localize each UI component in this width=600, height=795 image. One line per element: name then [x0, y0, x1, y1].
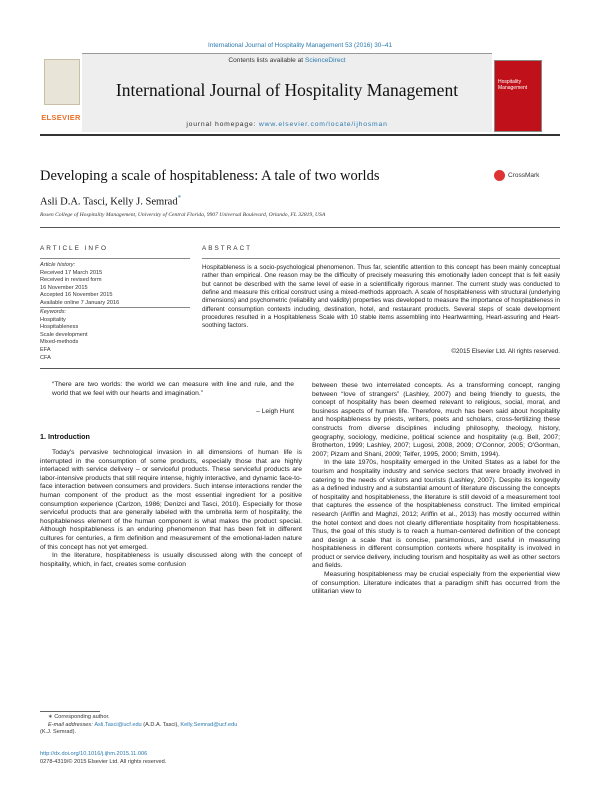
elsevier-logo	[40, 53, 82, 133]
affiliation: Rosen College of Hospitality Management, University of Central Florida, 9907 Universal Boulevard, Orlando, FL 32819, USA	[40, 212, 326, 218]
doi-link[interactable]: http://dx.doi.org/10.1016/j.ijhm.2015.11.006	[40, 751, 148, 757]
contents-line	[82, 57, 492, 64]
emails-label: E-mail addresses:	[48, 721, 95, 728]
epigraph-author: – Leigh Hunt	[256, 408, 294, 415]
email-name-tasci: (A.D.A. Tasci),	[141, 721, 181, 728]
corresponding-author-mark[interactable]: *	[177, 194, 182, 202]
abstract-rule	[202, 258, 560, 259]
journal-homepage	[82, 121, 492, 128]
keyword-item: CFA	[40, 354, 51, 361]
abstract-copyright: ©2015 Elsevier Ltd. All rights reserved.	[451, 348, 560, 355]
crossmark-icon	[494, 170, 505, 181]
column-1-text	[40, 449, 302, 569]
history-item: 16 November 2015	[40, 284, 88, 291]
paragraph: In the late 1970s, hospitality emerged in the United States as a label for the tourism and hospitality industry and service sectors that were broadly involved in catering to the needs of visitors and tourists (Lashley, 2007). Despite its longevity as a defined industry and a substantial amount of literature discussing the concepts of hospitality and hospitableness, the literature is still devoid of a measurement tool that captures the essence of the hospitableness construct. The limited empirical research (Ariffin and Maghzi, 2012; Ariffin et al., 2013) has mostly occurred within the hotel context and does not clearly differentiate hospitality from hospitableness. Thus, the goal of this study is to reach a human-centered definition of the concept and design a scale that is concise, parsimonious, and useful in measuring hospitableness in different consumption contexts where hospitality is involved in product or service delivery, including tourism and hospitality as well as other sectors and fields.	[312, 459, 560, 570]
paragraph: Measuring hospitableness may be crucial especially from the experiential view of consumption. Literature indicates that a paradigm shift has occurred from the utilitarian view to	[312, 571, 560, 596]
history-item: Received 17 March 2015	[40, 269, 103, 276]
article-title: Developing a scale of hospitableness: A tale of two worlds	[40, 168, 380, 184]
paragraph: In the literature, hospitableness is usually discussed along with the concept of hospitality, which, in fact, creates some confusion	[40, 552, 302, 568]
email-name-semrad: (K.J. Semrad).	[40, 729, 77, 736]
elsevier-tree-icon	[44, 59, 80, 105]
footnote-rule	[40, 711, 100, 712]
header-rule	[40, 134, 560, 136]
corresponding-note: ∗ Corresponding author.	[48, 714, 110, 720]
epigraph-quote: “There are two worlds: the world we can measure with line and rule, and the world that we feel with our hearts and imagination.”	[52, 381, 294, 397]
publisher-name: ELSEVIER	[41, 113, 81, 122]
keyword-item: Hospitality	[40, 316, 66, 323]
keywords-rule	[40, 307, 190, 308]
sciencedirect-link[interactable]: ScienceDirect	[304, 57, 346, 64]
abstract-text: Hospitableness is a socio-psychological phenomenon. Thus far, scientific attention to this concept has been mainly conceptual rather than empirical. One reason may be the difficulty of precisely measuring this emotionally laden concept that is felt easily but cannot be described with the same level of ease in a scientifically rigorous manner. The current study was conducted to define and measure this critical construct using a mixed-methods approach. A scale of hospitableness with structural (underlying dimensions) and psychometric (reliability and validity) properties was developed to measure the importance of hospitableness in different consumption contexts including, destination, hotel, and restaurant products. Several steps of scale development procedures resulted in a Hospitableness Scale with 10 stable items assembling into Heartwarming, Heart-assuring and Heart-soothing factors.	[202, 264, 560, 330]
keywords-label: Keywords:	[40, 309, 67, 315]
paragraph: Today's pervasive technological invasion in all dimensions of human life is interrupted in the consumption of some products, especially those that are highly interlaced with service delivery – or serviceful products. These serviceful products are labor-intensive products that still require intense, highly interactive, and dynamic face-to-face interaction between consumers and providers. Such intense interactions render the human component of the product as the most essential ingredient for a positive consumption experience (Carlzon, 1986; Denizci and Tasci, 2010). Especially for those serviceful products that are generally labeled with the umbrella term of hospitality, the hospitableness element of the human component is what makes the product special. Although hospitableness is an enduring phenomenon that has been felt in different cultures for centuries, a firm definition and measurement of the emotional-laden nature of this concept has not yet emerged.	[40, 449, 302, 551]
paragraph: between these two interrelated concepts. As a transforming concept, ranging between “love of strangers” (Lashley, 2007) and being friendly to guests, the concept of hospitality has been deemed relevant to religious, social, moral, and business aspects of human life. Therefore, much has been said about hospitality and hospitableness by priests, writers, poets and scholars, cross-fertilizing these constructs from diverse disciplines including philosophy, theology, history, geography, sociology, medicine, political science and hospitality (e.g. Bell, 2007; Brotherton, 1999; Lashley, 2007; Lugosi, 2008, 2009; O'Connor, 2005; O'Gorman, 2007; Pizam and Shani, 2009; Telfer, 1995, 2000; Smith, 1994).	[312, 382, 560, 458]
keyword-item: Hospitableness	[40, 324, 79, 331]
history-item: Accepted 16 November 2015	[40, 292, 113, 299]
keyword-item: Scale development	[40, 331, 88, 338]
article-info-heading: ARTICLE INFO	[40, 245, 108, 252]
keyword-item: Mixed-methods	[40, 339, 79, 346]
email-line	[40, 722, 302, 730]
authors-names: Asli D.A. Tasci, Kelly J. Semrad	[40, 196, 178, 208]
email-link-semrad[interactable]: Kelly.Semrad@ucf.edu	[180, 721, 238, 728]
footnote	[40, 714, 302, 737]
journal-title: International Journal of Hospitality Management	[115, 80, 459, 100]
crossmark-badge[interactable]	[494, 170, 558, 184]
history-item: Available online 7 January 2016	[40, 299, 120, 306]
column-2-text	[312, 382, 560, 597]
email-link-tasci[interactable]: Asli.Tasci@ucf.edu	[94, 721, 142, 728]
keyword-item: EFA	[40, 346, 51, 353]
homepage-prefix: journal homepage:	[186, 121, 259, 128]
section-heading-introduction: 1. Introduction	[40, 432, 90, 441]
abstract-heading: ABSTRACT	[202, 245, 253, 252]
journal-reference[interactable]: International Journal of Hospitality Management 53 (2016) 30–41	[207, 42, 393, 49]
contents-prefix: Contents lists available at	[228, 57, 305, 64]
issn-line: 0278-4319/© 2015 Elsevier Ltd. All rights reserved.	[40, 758, 167, 765]
title-rule	[40, 227, 560, 228]
article-info-rule	[40, 258, 190, 259]
abstract-bottom-rule	[40, 368, 560, 369]
history-item: Received in revised form	[40, 277, 102, 284]
journal-cover-image	[494, 60, 542, 132]
author-list	[40, 194, 181, 208]
homepage-link[interactable]: www.elsevier.com/locate/ijhosman	[258, 121, 388, 128]
cover-text: Hospitality Management	[498, 79, 528, 91]
doi-block	[40, 751, 302, 766]
keywords	[40, 309, 190, 362]
article-history	[40, 262, 190, 308]
history-label: Article history:	[40, 262, 76, 268]
crossmark-label: CrossMark	[508, 172, 540, 180]
